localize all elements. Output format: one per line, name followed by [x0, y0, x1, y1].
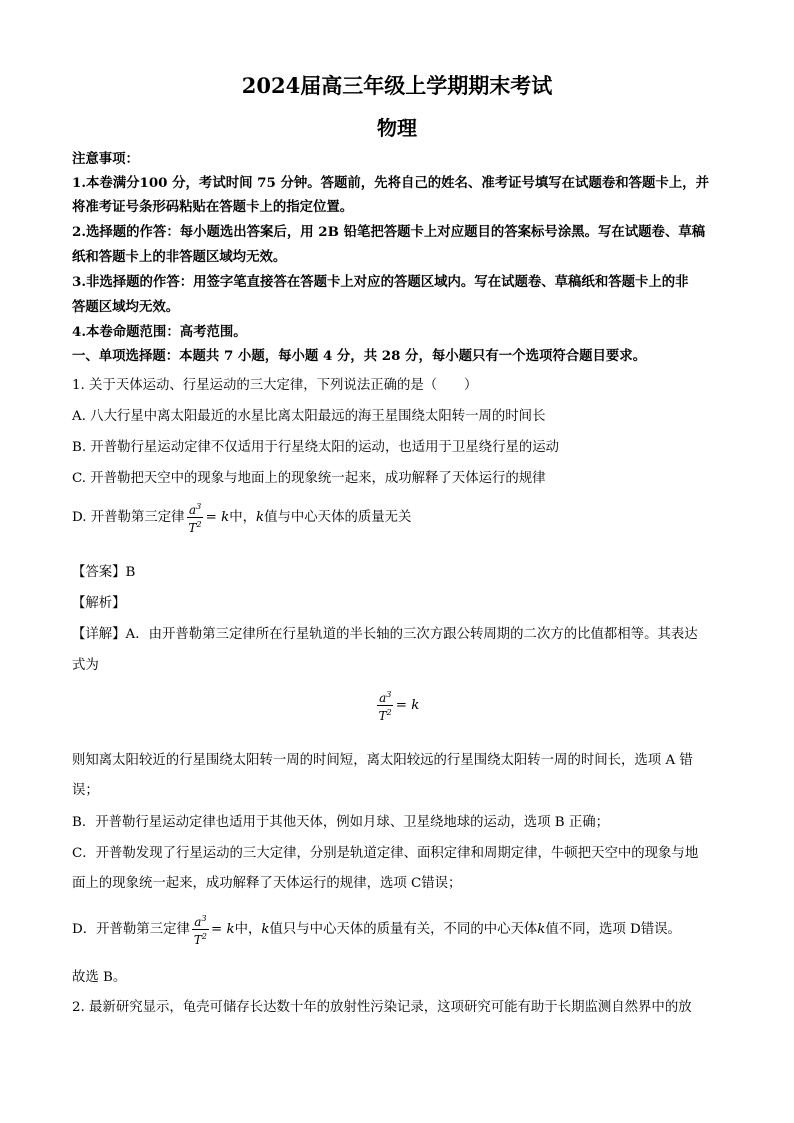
kepler-formula-inline: $\frac{a^3}{T^2}$	[193, 914, 207, 947]
note-3-line-1: 3.非选择题的作答：用签字笔直接答在答题卡上对应的答题区域内。写在试题卷、草稿纸和答题卡上的非	[72, 274, 689, 290]
note-2-line-2: 纸和答题卡上的非答题区域均无效。	[72, 249, 287, 265]
exam-title: 2024届高三年级上学期期末考试	[241, 73, 553, 98]
q1-detail-c-line-2: 面上的现象统一起来，成功解释了天体运行的规律，选项 C错误；	[72, 876, 462, 891]
note-1-line-2: 将准考证号条形码粘贴在答题卡上的指定位置。	[72, 199, 354, 215]
q1-option-d: D. 开普勒第三定律 $\frac{a^3}{T^2}$ = k中，k值与中心天体的质量无关	[72, 502, 412, 535]
q1-option-d-prefix: D. 开普勒第三定律	[72, 510, 185, 525]
q1-stem: 1. 关于天体运动、行星运动的三大定律，下列说法正确的是（ ）	[72, 378, 478, 393]
q1-detail-a-line-1: 【详解】A．由开普勒第三定律所在行星轨道的半长轴的三次方跟公转周期的二次方的比值都相等。其表达	[72, 627, 698, 642]
q1-analysis-label: 【解析】	[72, 596, 126, 611]
q1-detail-d: D．开普勒第三定律 $\frac{a^3}{T^2}$ = k中，k值只与中心天体的质量有关，不同的中心天体k值不同，选项 D错误。	[72, 914, 681, 947]
kepler-fraction: $\frac{a^3}{T^2}$	[378, 690, 392, 723]
q1-detail-a-line-4: 误；	[72, 783, 99, 798]
note-1-line-1: 1.本卷满分100 分，考试时间 75 分钟。答题前，先将自己的姓名、准考证号填写在试题卷和答题卡上，并	[72, 175, 709, 191]
q1-answer: 【答案】B	[72, 565, 136, 580]
q1-detail-b: B．开普勒行星运动定律也适用于其他天体，例如月球、卫星绕地球的运动，选项 B 正确；	[72, 815, 610, 830]
q1-conclusion: 故选 B。	[72, 970, 127, 985]
q1-detail-c-line-1: C．开普勒发现了行星运动的三大定律，分别是轨道定律、面积定律和周期定律，牛顿把天空中的现象与地	[72, 846, 699, 861]
notes-heading: 注意事项：	[72, 151, 139, 167]
q1-option-c: C. 开普勒把天空中的现象与地面上的现象统一起来，成功解释了天体运行的规律	[72, 471, 546, 486]
q1-option-a: A. 八大行星中离太阳最近的水星比离太阳最远的海王星围绕太阳转一周的时间长	[72, 409, 546, 424]
subject-title: 物理	[377, 116, 417, 140]
q2-stem: 2. 最新研究显示，龟壳可储存长达数十年的放射性污染记录，这项研究可能有助于长期监测自然界中的放	[72, 1000, 692, 1015]
section-1-heading: 一、单项选择题：本题共 7 小题，每小题 4 分，共 28 分，每小题只有一个选项符合题目要求。	[72, 348, 647, 364]
note-3-line-2: 答题区域均无效。	[72, 299, 180, 315]
q1-detail-a-line-3: 则知离太阳较近的行星围绕太阳转一周的时间短，离太阳较远的行星围绕太阳转一周的时间长，选项 A 错	[72, 753, 693, 768]
kepler-formula: $\frac{a^3}{T^2}$	[188, 502, 202, 535]
q1-detail-a-line-2: 式为	[72, 658, 99, 673]
note-2-line-1: 2.选择题的作答：每小题选出答案后，用 2B 铅笔把答题卡上对应题目的答案标号涂黑。写在试题卷、草稿	[72, 224, 706, 240]
note-4: 4.本卷命题范围：高考范围。	[72, 324, 247, 340]
q1-option-b: B. 开普勒行星运动定律不仅适用于行星绕太阳的运动，也适用于卫星绕行星的运动	[72, 440, 560, 455]
kepler-formula-display: $\frac{a^3}{T^2}$ = k	[378, 690, 420, 723]
